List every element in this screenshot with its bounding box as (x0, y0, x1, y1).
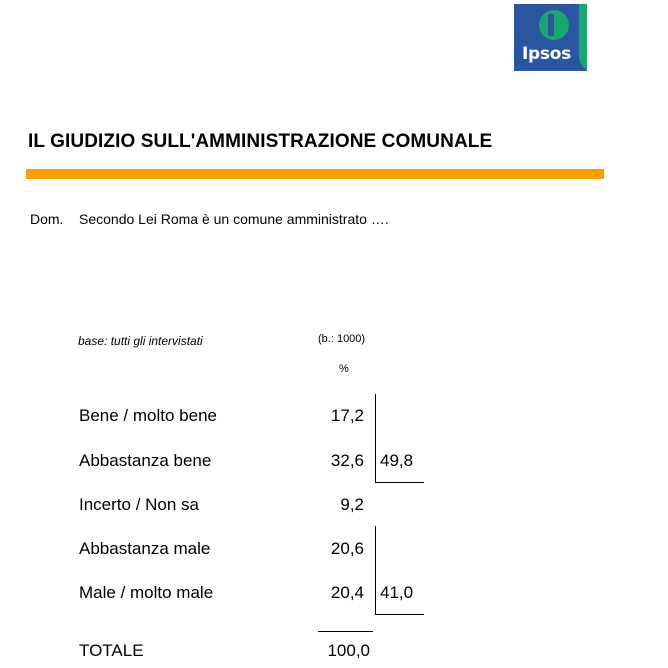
row-label-male: Male / molto male (79, 583, 214, 602)
logo-wordmark: Ipsos (522, 44, 571, 64)
row-value-incerto: 9,2 (340, 495, 364, 514)
row-label-abbastanza-bene: Abbastanza bene (79, 451, 212, 470)
unit-label: % (339, 363, 349, 375)
row-value-bene: 17,2 (330, 406, 364, 425)
question-text: Secondo Lei Roma è un comune amministrato …. (79, 211, 389, 227)
page-title: IL GIUDIZIO SULL'AMMINISTRAZIONE COMUNALE (28, 131, 493, 152)
question-prefix: Dom. (30, 211, 64, 227)
row-value-male: 20,4 (330, 583, 364, 602)
row-value-abbastanza-male: 20,6 (330, 539, 364, 558)
title-divider (26, 169, 604, 179)
sample-size-label: (b.: 1000) (318, 333, 366, 345)
group-value-positive: 49,8 (380, 451, 414, 470)
base-label: base: tutti gli intervistati (78, 334, 203, 348)
row-label-bene: Bene / molto bene (79, 406, 217, 425)
row-value-abbastanza-bene: 32,6 (330, 451, 364, 470)
total-value: 100,0 (327, 641, 370, 660)
total-divider (318, 631, 373, 632)
row-label-incerto: Incerto / Non sa (79, 495, 200, 514)
logo-mark-icon (539, 10, 569, 40)
logo-swoosh-icon (579, 4, 587, 71)
group-value-negative: 41,0 (380, 583, 414, 602)
total-label: TOTALE (79, 641, 144, 660)
ipsos-logo (514, 4, 587, 71)
row-label-abbastanza-male: Abbastanza male (79, 539, 211, 558)
